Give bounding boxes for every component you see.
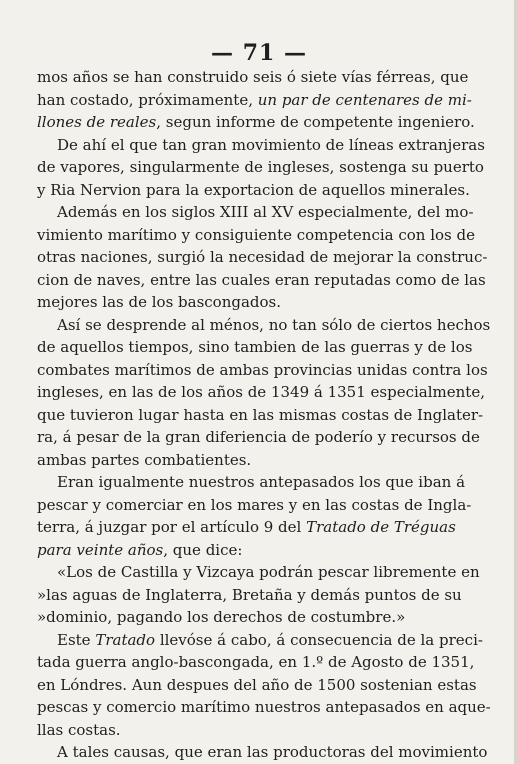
text-line: pescas y comercio marítimo nuestros antepasados en aque-: [37, 698, 491, 716]
text-line: [37, 629, 483, 652]
text-line: tada guerra anglo-bascongada, en 1.º de Agosto de 1351,: [37, 653, 475, 671]
text-segment: Este: [57, 630, 96, 649]
text-segment: , segun informe de competente ingeniero.: [156, 113, 475, 131]
text-line: cion de naves, entre las cuales eran reputadas como de las: [37, 270, 486, 289]
body-text: [37, 66, 491, 764]
text-line: pescar y comerciar en los mares y en las costas de Ingla-: [37, 495, 472, 514]
text-segment: han costado, próximamente,: [37, 90, 258, 109]
text-line: [37, 89, 472, 112]
text-line: de aquellos tiempos, sino tambien de las guerras y de los: [37, 338, 473, 356]
text-line: que tuvieron lugar hasta en las mismas costas de Inglater-: [37, 405, 484, 424]
italic-segment: Tratado: [95, 630, 156, 649]
text-line: mos años se han construido seis ó siete vías férreas, que: [37, 68, 469, 86]
text-segment: , que dice:: [163, 540, 243, 559]
text-line: en Lóndres. Aun despues del año de 1500 sostenian estas: [37, 675, 477, 694]
text-line: mejores las de los bascongados.: [37, 293, 282, 311]
text-segment: terra, á juzgar por el artículo 9 del: [37, 518, 307, 536]
page-edge: [514, 0, 518, 764]
text-line: ingleses, en las de los años de 1349 á 1351 especialmente,: [37, 383, 485, 401]
text-line: y Ria Nervion para la exportacion de aquellos minerales.: [37, 180, 470, 199]
text-line: ra, á pesar de la gran diferiencia de poderío y recursos de: [37, 428, 480, 446]
text-line: [37, 539, 447, 562]
italic-segment: un par de centenares de mi-: [257, 90, 472, 109]
text-line: combates marítimos de ambas provincias unidas contra los: [37, 360, 488, 379]
text-line: vimiento marítimo y consiguiente competencia con los de: [37, 225, 475, 244]
text-line: [37, 516, 456, 539]
text-line: »las aguas de Inglaterra, Bretaña y demás puntos de su: [37, 585, 462, 604]
text-line: llas costas.: [37, 720, 121, 739]
text-line: ambas partes combatientes.: [37, 450, 252, 469]
text-line: »dominio, pagando los derechos de costumbre.»: [37, 608, 406, 626]
text-line: De ahí el que tan gran movimiento de líneas extranjeras: [57, 135, 485, 154]
text-segment: llevóse á cabo, á consecuencia de la preci-: [155, 630, 483, 649]
text-line: [37, 111, 475, 134]
text-line: A tales causas, que eran las productoras del movimiento: [57, 743, 488, 761]
text-line: de vapores, singularmente de ingleses, sostenga su puerto: [37, 158, 484, 176]
text-line: «Los de Castilla y Vizcaya podrán pescar libremente en: [57, 563, 480, 581]
italic-segment: llones de reales: [37, 113, 157, 131]
italic-segment: para veinte años: [37, 540, 164, 559]
page-number: — 71 —: [211, 40, 307, 66]
text-line: otras naciones, surgió la necesidad de mejorar la construc-: [37, 248, 488, 266]
text-line: Además en los siglos XIII al XV especialmente, del mo-: [57, 203, 474, 221]
italic-segment: Tratado de Tréguas: [306, 518, 456, 536]
text-line: Eran igualmente nuestros antepasados los que iban á: [57, 473, 466, 491]
text-line: Así se desprende al ménos, no tan sólo de ciertos hechos: [57, 315, 491, 334]
